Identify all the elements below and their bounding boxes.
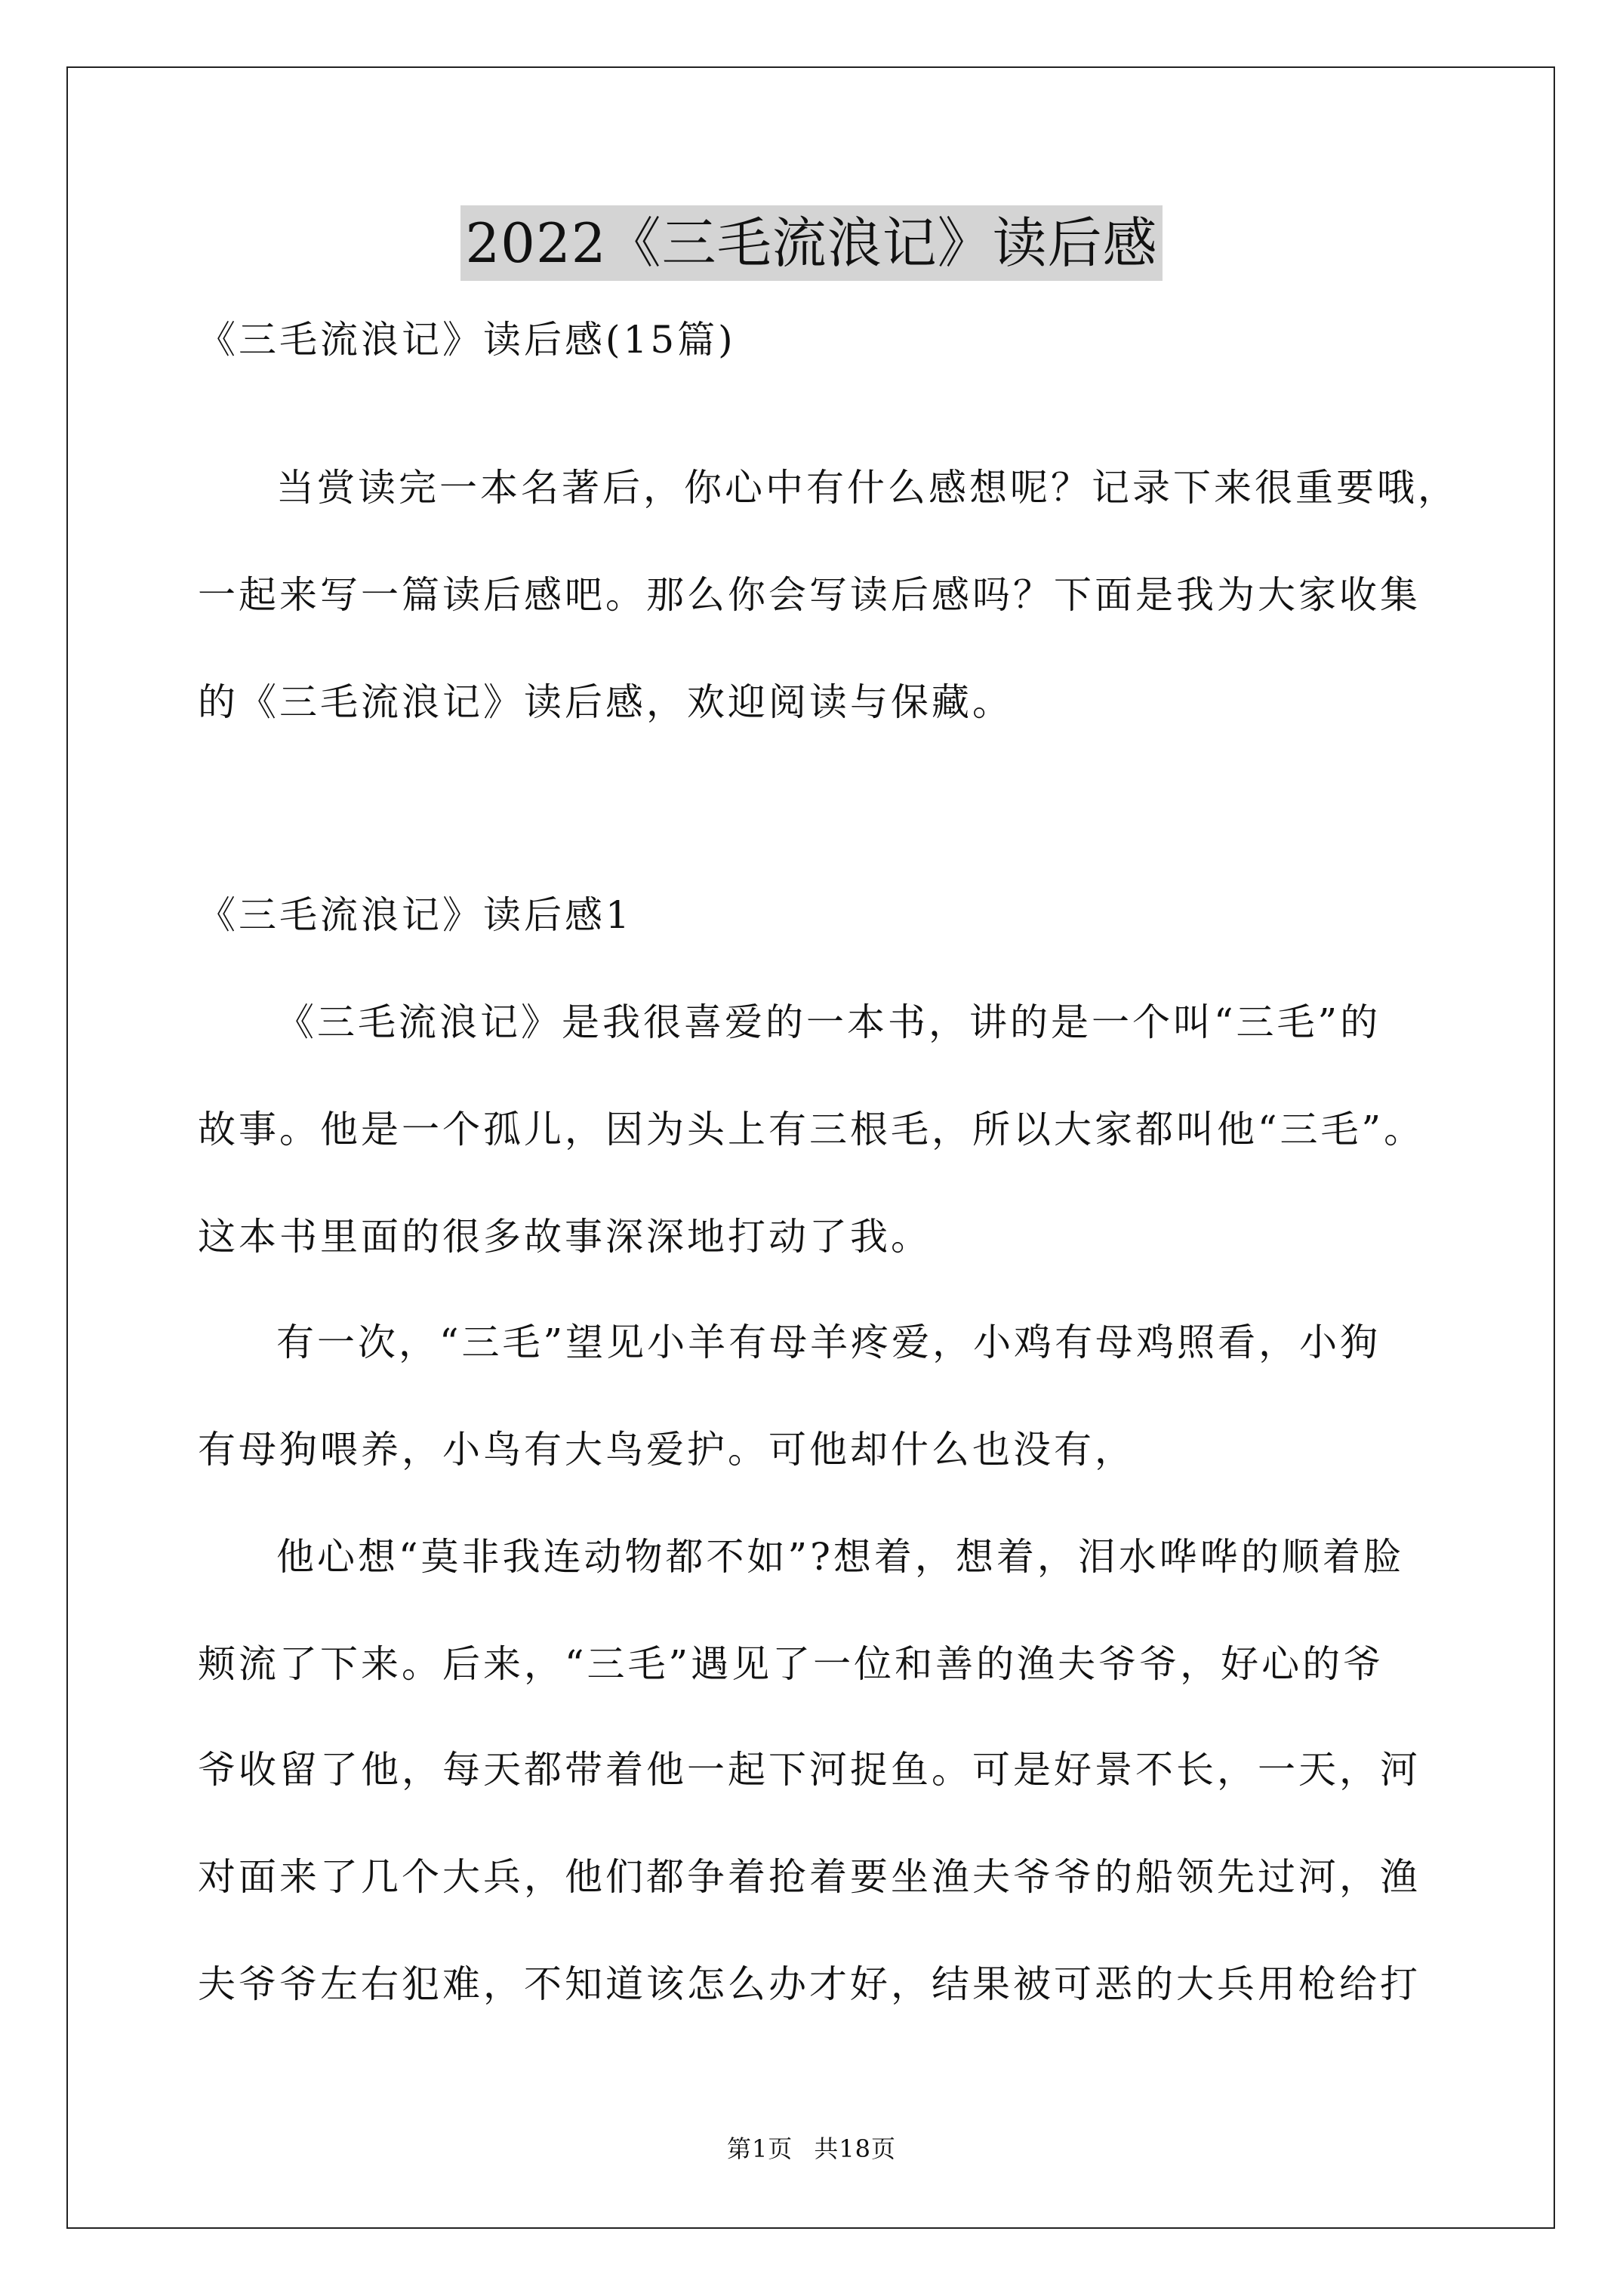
intro-line: 当赏读完一本名著后，你心中有什么感想呢？记录下来很重要哦， (276, 466, 1458, 510)
title-container (0, 205, 1623, 281)
page-footer (0, 2134, 1623, 2164)
intro-line: 的《三毛流浪记》读后感，欢迎阅读与保藏。 (198, 680, 1013, 724)
paragraph-line: 有母狗喂养，小鸟有大鸟爱护。可他却什么也没有， (198, 1428, 1135, 1472)
document-subtitle: 《三毛流浪记》读后感(15篇) (198, 318, 736, 362)
paragraph-line: 夫爷爷左右犯难，不知道该怎么办才好，结果被可恶的大兵用枪给打 (198, 1962, 1421, 2006)
paragraph-line: 对面来了几个大兵，他们都争着抢着要坐渔夫爷爷的船领先过河，渔 (198, 1855, 1421, 1899)
intro-line: 一起来写一篇读后感吧。那么你会写读后感吗？下面是我为大家收集 (198, 573, 1421, 617)
page-number: 第1页 (726, 2134, 793, 2163)
paragraph-line: 这本书里面的很多故事深深地打动了我。 (198, 1215, 932, 1259)
paragraph-line: 有一次，“三毛”望见小羊有母羊疼爱，小鸡有母鸡照看，小狗 (276, 1321, 1381, 1364)
page-total: 共18页 (814, 2134, 897, 2163)
paragraph-line: 故事。他是一个孤儿，因为头上有三根毛，所以大家都叫他“三毛”。 (198, 1108, 1425, 1151)
section-heading: 《三毛流浪记》读后感1 (198, 893, 633, 937)
paragraph-line: 《三毛流浪记》是我很喜爱的一本书，讲的是一个叫“三毛”的 (276, 1000, 1381, 1044)
paragraph-line: 颊流了下来。后来，“三毛”遇见了一位和善的渔夫爷爷，好心的爷 (198, 1642, 1384, 1686)
paragraph-line: 他心想“莫非我连动物都不如”?想着，想着，泪水哗哗的顺着脸 (276, 1535, 1404, 1579)
paragraph-line: 爷收留了他，每天都带着他一起下河捉鱼。可是好景不长，一天，河 (198, 1748, 1421, 1792)
document-title: 2022《三毛流浪记》读后感 (460, 205, 1162, 281)
